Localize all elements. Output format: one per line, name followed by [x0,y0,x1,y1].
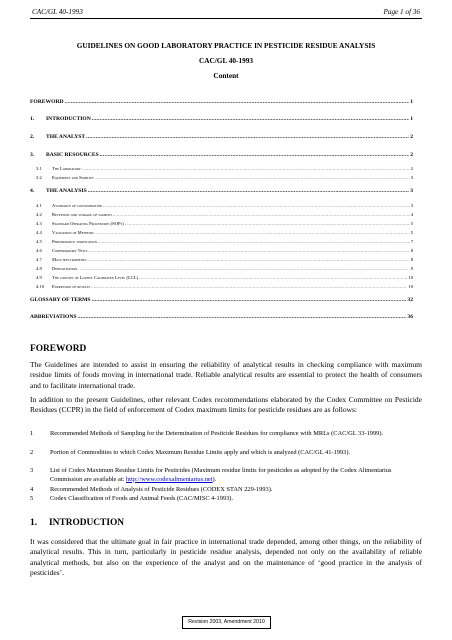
header-page-number: Page 1 of 36 [383,8,420,16]
toc-entry-glossary[interactable]: GLOSSARY OF TERMS ..... 32 [30,297,413,306]
codex-website-link[interactable]: http://www.codexalimentarius.net [125,475,213,483]
toc-entry-basic-resources[interactable]: 3. BASIC RESOURCES ..... 2 [30,152,413,161]
list-item: 3 List of Codex Maximum Residue Limits for Pesticides (Maximum residue limits for pesticides as adopted by the Codex Alimentarius Commission are available at: http://www.codexalimentarius.net). [30,467,392,483]
introduction-heading: 1. INTRODUCTION [30,518,125,528]
introduction-paragraph-1: It was considered that the ultimate goal in fair practice in international trade depended, among other things, on the reliability of analytical results. This in turn, particularly in pesticide residue analysis, depended not only on the availability of reliable analytical methods, but also on the experience of the analyst and on the maintenance of ‘good practice in the analysis of pesticides’. [30,537,422,578]
toc-entry-laboratory[interactable]: 3.1 The Laboratory ..... 2 [30,166,413,175]
document-code: CAC/GL 40-1993 [198,56,254,65]
revision-footer: Revision 2003, Amendment 2010 [182,616,271,629]
document-title: GUIDELINES ON GOOD LABORATORY PRACTICE IN PESTICIDE RESIDUE ANALYSIS [76,41,376,50]
list-item: 2 Portion of Commodities to which Codex Maximum Residue Limits apply and which is analyzed (CAC/GL 41-1993). [30,449,351,456]
list-item: 1 Recommended Methods of Sampling for the Determination of Pesticide Residues for compliance with MRLs (CAC/GL 33-1999). [30,430,384,437]
list-item: 5 Codex Classification of Foods and Animal Feeds (CAC/MISC 4-1993). [30,495,234,502]
toc-entry-the-analyst[interactable]: 2. THE ANALYST ..... 2 [30,134,413,143]
toc-entry-abbreviations[interactable]: ABBREVIATIONS ..... 36 [30,314,413,323]
toc-entry-reception-storage[interactable]: 4.2 Reception and storage of samples ..... 4 [30,212,413,221]
foreword-paragraph-1: The Guidelines are intended to assist in ensuring the reliability of analytical results in checking compliance with maximum residue limits of foods moving in international trade. Reliable analytical results are essential to protect the health of consumers and to facilitate international trade. [30,360,422,390]
toc-entry-expression[interactable]: 4.10 Expression of results ..... 10 [30,284,413,293]
toc-entry-introduction[interactable]: 1. INTRODUCTION ..... 1 [30,116,413,125]
header-doc-code: CAC/GL 40-1993 [32,8,83,16]
toc-entry-derivatisation[interactable]: 4.8 Derivatisation ..... 9 [30,266,413,275]
toc-entry-mass-spec[interactable]: 4.7 Mass spectrometry ..... 8 [30,257,413,266]
toc-entry-foreword[interactable]: FOREWORD ..... 1 [30,99,413,108]
toc-entry-confirmatory[interactable]: 4.6 Confirmatory Tests ..... 8 [30,248,413,257]
toc-entry-performance[interactable]: 4.5 Performance verification ..... 7 [30,239,413,248]
toc-entry-lcl[interactable]: 4.9 The concept of Lowest Calibrated Level (LCL) ..... 10 [30,275,413,284]
running-header [30,6,422,19]
toc-entry-contamination[interactable]: 4.1 Avoidance of contamination ..... 3 [30,203,413,212]
list-item: 4 Recommended Methods of Analysis of Pesticide Residues (CODEX STAN 229-1993). [30,486,273,493]
toc-entry-sops[interactable]: 4.3 Standard Operating Procedures (SOPs) ..... 5 [30,221,413,230]
toc-entry-the-analysis[interactable]: 4. THE ANALYSIS ..... 3 [30,188,413,197]
foreword-heading: FOREWORD [30,344,87,354]
foreword-paragraph-2: In addition to the present Guidelines, other relevant Codex recommendations elaborated by the Codex Committee on Pesticide Residues (CCPR) in the field of enforcement of Codex maximum limits for pesticide residues are as follows: [30,395,422,415]
toc-entry-validation[interactable]: 4.4 Validation of Methods ..... 5 [30,230,413,239]
toc-entry-equipment[interactable]: 3.2 Equipment and Supplies ..... 3 [30,175,413,184]
contents-heading: Content [213,71,239,80]
